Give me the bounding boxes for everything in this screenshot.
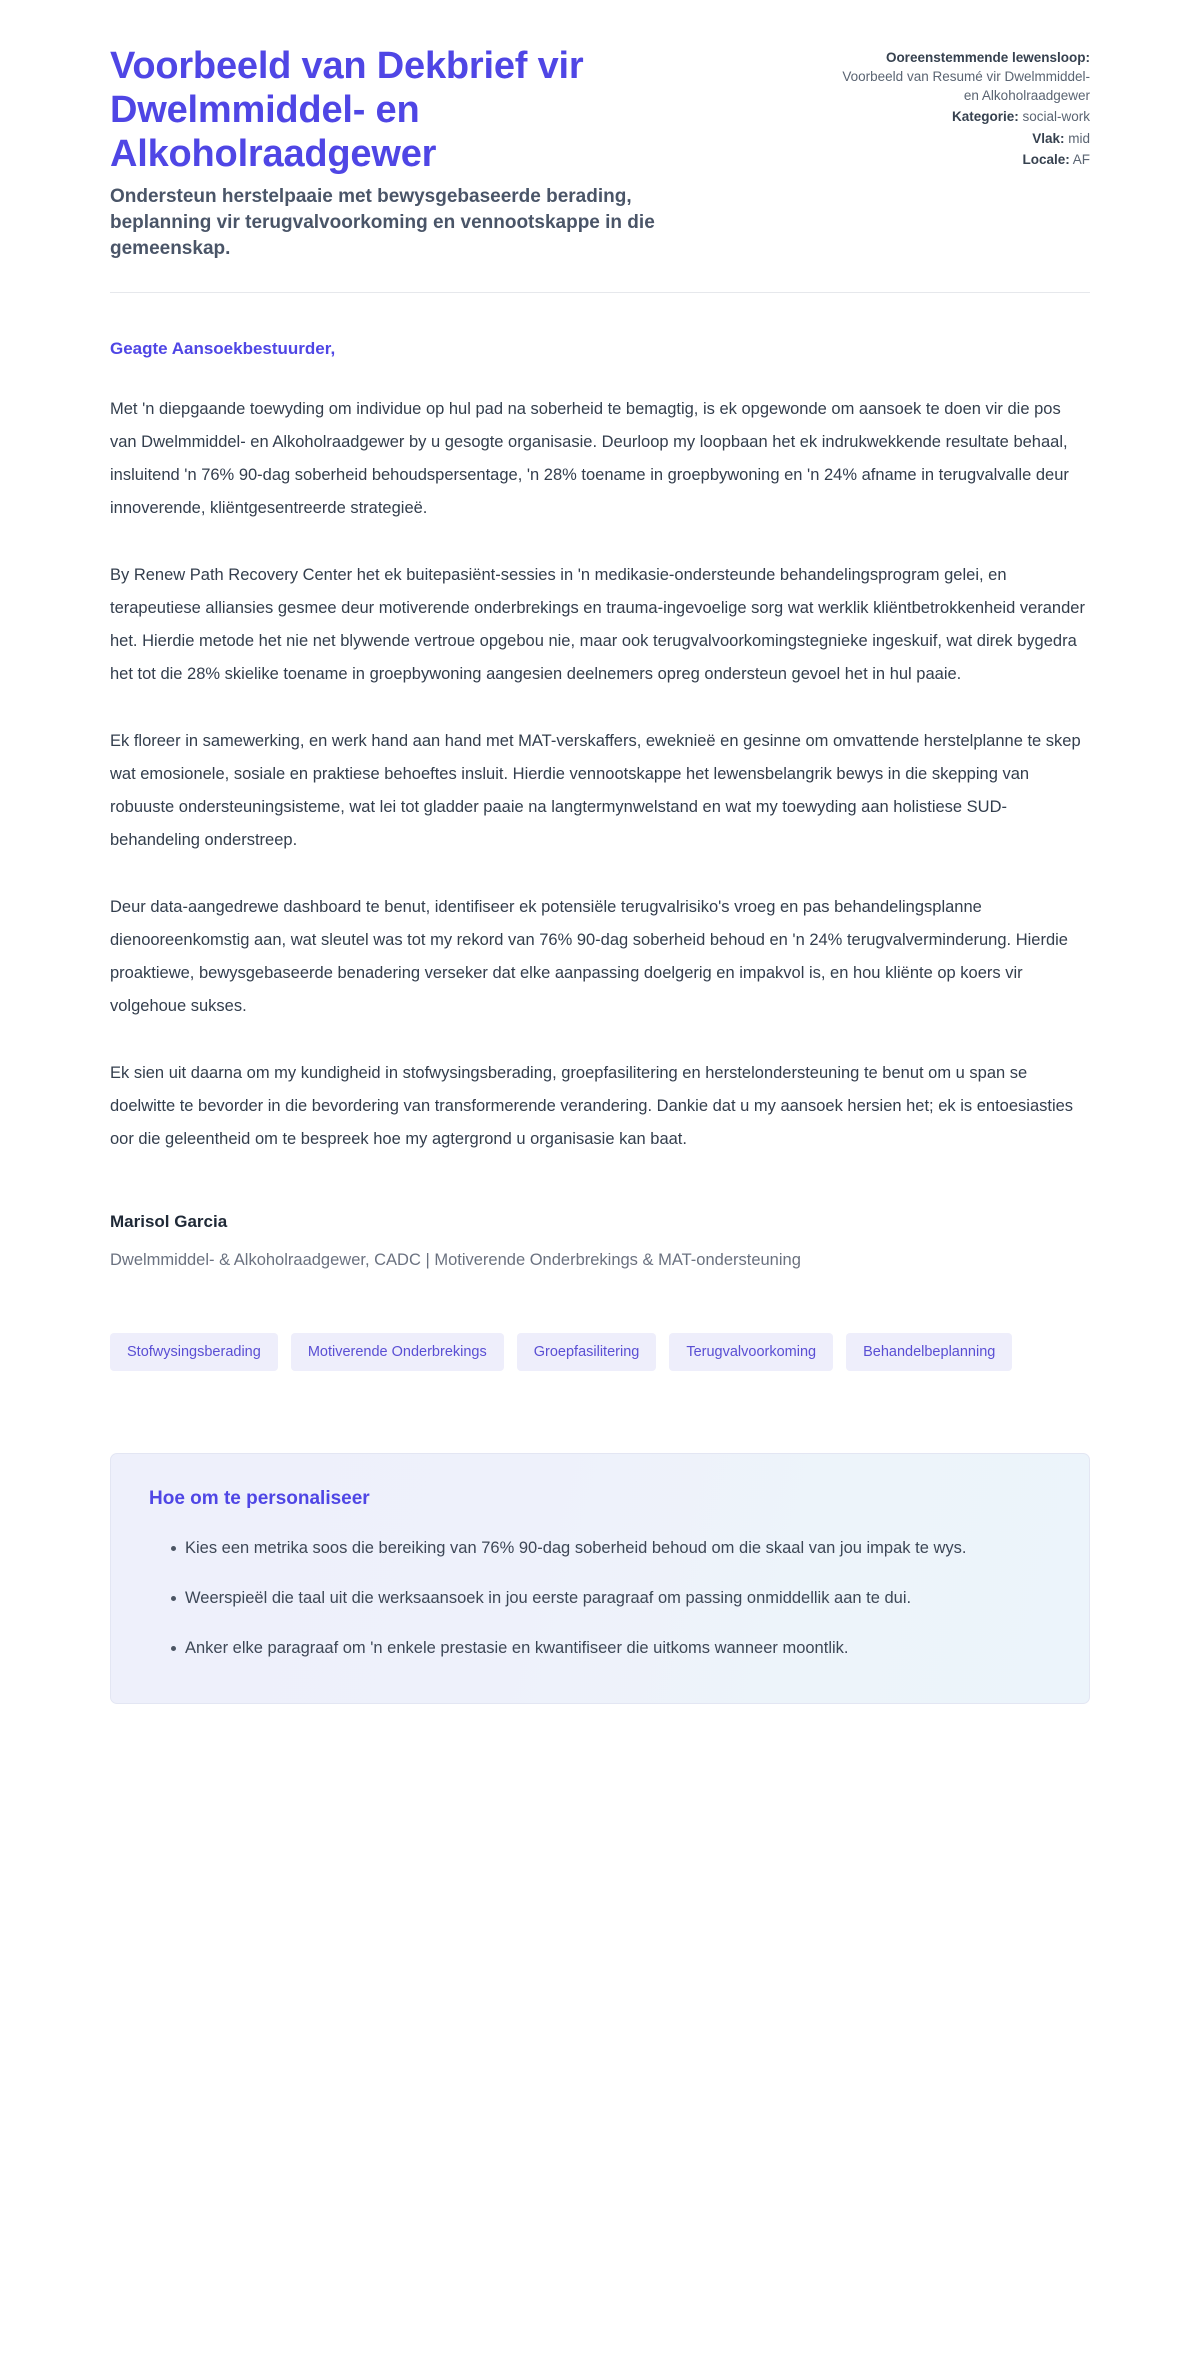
letter-paragraph-4: Deur data-aangedrewe dashboard te benut, identifiseer ek potensiële terugvalrisiko's vroeg en pas behandelingsplanne dienooreenkomstig aan, wat sleutel was tot my rekord van 76% 90-dag soberheid behoud en 'n 24% terugvalverminderung. Hierdie proaktiewe, bewysgebaseerde benadering verseker dat elke aanpassing doelgerig en impakvol is, en hou kliënte op koers vir volgehoue sukses.	[110, 897, 1068, 1015]
callout-tip-item: Anker elke paragraaf om 'n enkele prestasie en kwantifiseer die uitkoms wanneer moontlik.	[171, 1632, 1051, 1664]
metadata-value-category: social-work	[1022, 109, 1090, 125]
callout-tip-list	[149, 1532, 1051, 1665]
header-title-block	[110, 44, 750, 262]
signature-name: Marisol Garcia	[110, 1211, 228, 1231]
skill-tag[interactable]: Terugvalvoorkoming	[669, 1333, 833, 1372]
metadata-row-matching-resume	[840, 48, 1090, 105]
page-subtitle: Ondersteun herstelpaaie met bewysgebaseerde berading, beplanning vir terugvalvoorkoming en vennootskappe in die gemeenskap.	[110, 186, 655, 259]
metadata-value-level: mid	[1068, 130, 1090, 146]
skill-tag[interactable]: Stofwysingsberading	[110, 1333, 278, 1372]
metadata-row-level	[840, 129, 1090, 148]
metadata-value-matching-resume: Voorbeeld van Resumé vir Dwelmmiddel- en Alkoholraadgewer	[842, 69, 1090, 104]
skill-tag[interactable]: Motiverende Onderbrekings	[291, 1333, 504, 1372]
metadata-label-level: Vlak:	[1032, 130, 1065, 146]
letter-paragraph-2: By Renew Path Recovery Center het ek buitepasiënt-sessies in 'n medikasie-ondersteunde behandelingsprogram gelei, en terapeutiese alliansies gesmee deur motiverende onderbrekings en trauma-ingevoelige sorg wat werklik kliëntbetrokkenheid verander het. Hierdie metode het nie net blywende vertroue opgebou nie, maar ook terugvalvoorkomingstegnieke ingeskuif, wat direk bygedra het tot die 28% skielike toename in groepbywoning aangesien deelnemers opreg ondersteun gevoel het in hul paaie.	[110, 565, 1085, 683]
document-header	[110, 44, 1090, 288]
cover-letter-body	[110, 293, 1090, 1275]
metadata-value-locale: AF	[1072, 151, 1090, 167]
callout-tip-item: Weerspieël die taal uit die werksaansoek in jou eerste paragraaf om passing onmiddellik aan te dui.	[171, 1582, 1051, 1614]
letter-paragraph-5: Ek sien uit daarna om my kundigheid in stofwysingsberading, groepfasilitering en herstelondersteuning te benut om u span se doelwitte te bevorder in die bevordering van transformerende verandering. Dankie dat u my aansoek hersien het; ek is entoesiasties oor die geleentheid om te bespreek hoe my agtergrond u organisasie kan baat.	[110, 1063, 1074, 1148]
letter-paragraph-1: Met 'n diepgaande toewyding om individue op hul pad na soberheid te bemagtig, is ek opgewonde om aansoek te doen vir die pos van Dwelmmiddel- en Alkoholraadgewer by u gesogte organisasie. Deurloop my loopbaan het ek indrukwekkende resultate behaal, insluitend 'n 76% 90-dag soberheid behoudspersentage, 'n 28% toename in groepbywoning en 'n 24% afname in terugvalvalle deur innoverende, kliëntgesentreerde strategieë.	[110, 399, 1069, 517]
page-title: Voorbeeld van Dekbrief vir Dwelmmiddel- en Alkoholraadgewer	[110, 45, 584, 176]
skill-tag-list	[110, 1333, 1090, 1372]
personalization-callout	[110, 1453, 1090, 1704]
metadata-label-category: Kategorie:	[951, 109, 1019, 125]
metadata-label-matching-resume: Ooreenstemmende lewensloop:	[885, 50, 1090, 65]
metadata-label-locale: Locale:	[1022, 151, 1070, 167]
metadata-row-category	[840, 107, 1090, 126]
metadata-row-locale	[840, 150, 1090, 169]
skill-tag[interactable]: Behandelbeplanning	[846, 1333, 1012, 1372]
signature-role: Dwelmmiddel- & Alkoholraadgewer, CADC | Motiverende Onderbrekings & MAT-ondersteuning	[110, 1250, 801, 1269]
document-metadata	[840, 44, 1090, 171]
skill-tag[interactable]: Groepfasilitering	[517, 1333, 657, 1372]
callout-tip-item: Kies een metrika soos die bereiking van 76% 90-dag soberheid behoud om die skaal van jou impak te wys.	[171, 1532, 1051, 1564]
letter-paragraph-3: Ek floreer in samewerking, en werk hand aan hand met MAT-verskaffers, eweknieë en gesinne om omvattende herstelplanne te skep wat emosionele, sosiale en praktiese behoeftes insluit. Hierdie vennootskappe het lewensbelangrik bewys in die skepping van robuuste ondersteuningsisteme, wat lei tot gladder paaie na langtermynwelstand en wat my toewyding aan holistiese SUD-behandeling onderstreep.	[110, 731, 1081, 849]
letter-salutation: Geagte Aansoekbestuurder,	[110, 338, 336, 358]
signature-block	[110, 1212, 1090, 1275]
callout-title: Hoe om te personaliseer	[149, 1488, 370, 1510]
